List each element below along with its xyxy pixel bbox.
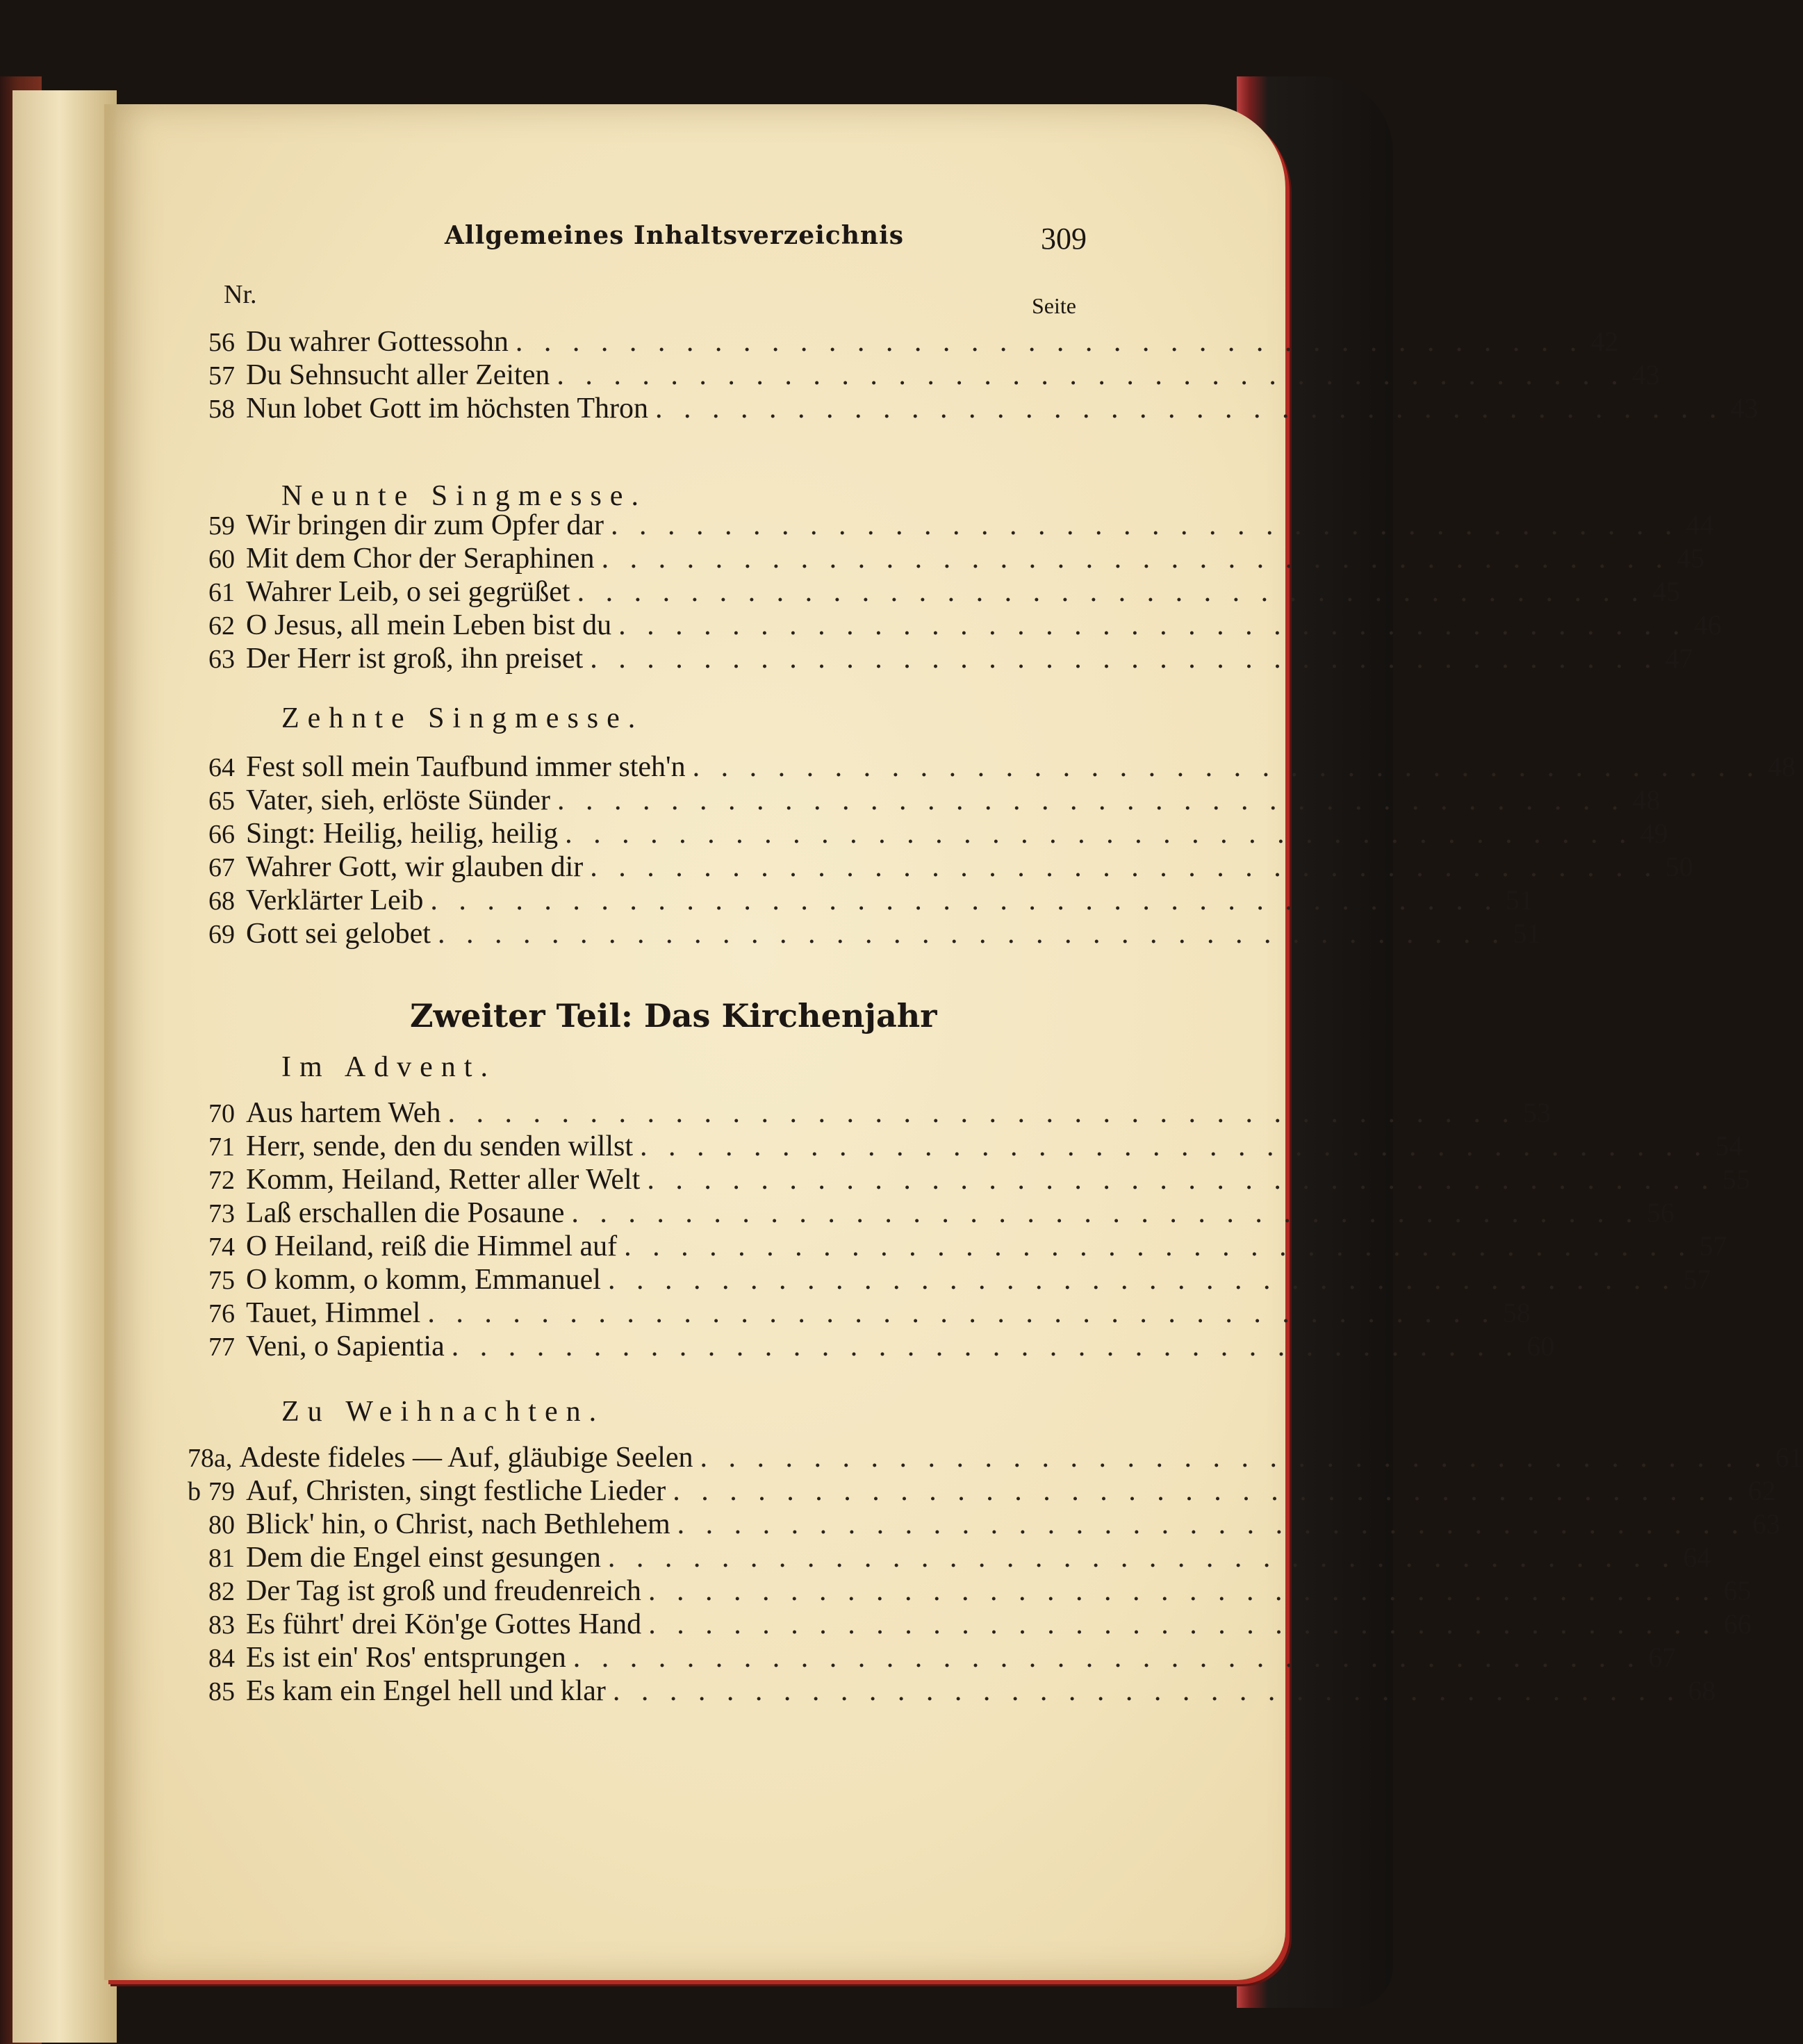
dot-leader: . . . . . . . . . . . . . . . . . . . . . . . . . . . . . . . . . . . . . . [673, 1475, 1741, 1507]
dot-leader: . . . . . . . . . . . . . . . . . . . . . . . . . . . . . . . . . . . . . . [648, 1608, 1717, 1640]
running-title: Allgemeines Inhaltsverzeichnis [445, 221, 905, 250]
entry-title: Adeste fideles — Auf, gläubige Seelen [239, 1442, 693, 1474]
entry-page: 51 [1513, 918, 1541, 949]
entry-page: 50 [1665, 851, 1693, 882]
entry-number: 76 [208, 1299, 235, 1328]
toc-entry [208, 509, 1714, 542]
entry-title: Es führt' drei Kön'ge Gottes Hand [246, 1608, 642, 1640]
dot-leader: . . . . . . . . . . . . . . . . . . . . . . . . . . . . . . . . . . . . . . [590, 643, 1658, 675]
section-heading: Neunte Singmesse. [281, 480, 647, 512]
entry-title: Wahrer Leib, o sei gegrüßet [246, 576, 570, 608]
dot-leader: . . . . . . . . . . . . . . . . . . . . . . . . . . . . . . . . . . . . . . [607, 1542, 1677, 1574]
entry-number: 81 [208, 1544, 235, 1573]
dot-leader: . . . . . . . . . . . . . . . . . . . . . . . . . . . . . . . . . . . . . . [607, 1264, 1677, 1296]
entry-title: Laß erschallen die Posaune [246, 1197, 565, 1229]
toc-entry [208, 1263, 1711, 1296]
toc-entry [208, 784, 1661, 817]
entry-number: 70 [208, 1099, 235, 1128]
entry-title: O Jesus, all mein Leben bist du [246, 609, 612, 641]
entry-number: 65 [208, 786, 235, 816]
entry-title: Du Sehnsucht aller Zeiten [246, 359, 550, 391]
entry-page: 47 [1665, 643, 1693, 674]
entry-number: 72 [208, 1166, 235, 1195]
toc-entry [208, 884, 1533, 917]
toc-entry [208, 1574, 1752, 1608]
entry-number: 69 [208, 920, 235, 949]
entry-page: 42 [1590, 326, 1619, 357]
entry-title: Herr, sende, den du senden willst [246, 1130, 634, 1162]
toc-entry [208, 850, 1693, 884]
entry-number: 57 [208, 361, 235, 390]
entry-page: 48 [1768, 751, 1796, 782]
entry-number: 56 [208, 328, 235, 357]
toc-entry [208, 542, 1705, 575]
entry-number: 71 [208, 1132, 235, 1162]
entry-title: Aus hartem Weh [246, 1097, 441, 1129]
entry-page: 57 [1699, 1230, 1727, 1262]
entry-title: Mit dem Chor der Seraphinen [246, 543, 595, 575]
dot-leader: . . . . . . . . . . . . . . . . . . . . . . . . . . . . . . . . . . . . . . [590, 851, 1658, 883]
entry-page: 45 [1652, 576, 1681, 607]
toc-entry [208, 358, 1660, 392]
entry-page: 66 [1723, 1608, 1752, 1640]
column-label-seite: Seite [1032, 293, 1076, 318]
entry-title: Verklärter Leib [246, 884, 424, 916]
entry-number: 68 [208, 887, 235, 916]
toc-entry [208, 1163, 1750, 1196]
toc-entry [208, 1096, 1551, 1130]
entry-page: 43 [1730, 393, 1759, 424]
entry-page: 58 [1502, 1297, 1531, 1328]
entry-number: 62 [208, 611, 235, 641]
entry-page: 55 [1722, 1164, 1750, 1195]
entry-page: 62 [1747, 1475, 1776, 1506]
dot-leader: . . . . . . . . . . . . . . . . . . . . . . . . . . . . . . . . . . . . . . [557, 784, 1626, 816]
toc-entry [208, 392, 1759, 425]
toc-entry [208, 1641, 1677, 1674]
toc-entry [208, 817, 1668, 850]
toc-entry [208, 1674, 1716, 1708]
entry-title: O komm, o komm, Emmanuel [246, 1264, 601, 1296]
entry-number: 85 [208, 1677, 235, 1706]
dot-leader: . . . . . . . . . . . . . . . . . . . . . . . . . . . . . . . . . . . . . . [573, 1642, 1642, 1674]
toc-entry [208, 1330, 1555, 1363]
entry-title: Nun lobet Gott im höchsten Thron [246, 393, 648, 425]
entry-number: 74 [208, 1233, 235, 1262]
entry-title: Es kam ein Engel hell und klar [246, 1675, 606, 1707]
toc-entry [208, 609, 1722, 642]
entry-title: Der Herr ist groß, ihn preiset [246, 643, 584, 675]
entry-number: 67 [208, 853, 235, 882]
entry-title: Gott sei gelobet [246, 918, 431, 950]
dot-leader: . . . . . . . . . . . . . . . . . . . . . . . . . . . . . . . . . . . . . . [618, 609, 1687, 641]
entry-number: 58 [208, 395, 235, 424]
toc-entry [208, 1196, 1674, 1230]
entry-page: 63 [1752, 1508, 1781, 1540]
entry-title: Tauet, Himmel [246, 1297, 421, 1329]
toc-entry [208, 325, 1619, 358]
entry-number: 78a, b [188, 1444, 233, 1506]
dot-leader: . . . . . . . . . . . . . . . . . . . . . . . . . . . . . . . . . . . . . . [557, 359, 1625, 391]
dot-leader: . . . . . . . . . . . . . . . . . . . . . . . . . . . . . . . . . . . . . . [655, 393, 1724, 425]
entry-number: 59 [208, 511, 235, 541]
entry-page: 45 [1677, 543, 1705, 574]
section-heading: Zehnte Singmesse. [281, 702, 644, 734]
entry-page: 53 [1522, 1097, 1551, 1128]
dot-leader: . . . . . . . . . . . . . . . . . . . . . . . . . . . . . . . . . . . . . . [437, 918, 1506, 950]
entry-title: Komm, Heiland, Retter aller Welt [246, 1164, 641, 1196]
entry-page: 68 [1688, 1675, 1716, 1706]
toc-entry [208, 917, 1541, 950]
entry-page: 54 [1715, 1130, 1743, 1162]
entry-title: Auf, Christen, singt festliche Lieder [246, 1475, 666, 1507]
column-label-nr: Nr. [224, 280, 257, 309]
dot-leader: . . . . . . . . . . . . . . . . . . . . . . . . . . . . . . . . . . . . . . [427, 1297, 1496, 1329]
entry-page: 60 [1526, 1330, 1555, 1362]
toc-entry [208, 1608, 1752, 1641]
entry-title: Dem die Engel einst gesungen [246, 1542, 601, 1574]
entry-page: 49 [1640, 818, 1668, 849]
entry-title: Fest soll mein Taufbund immer steh'n [246, 751, 686, 783]
entry-title: Singt: Heilig, heilig, heilig [246, 818, 559, 850]
entry-number: 83 [208, 1610, 235, 1640]
toc-entry [208, 1230, 1727, 1263]
entry-number: 79 [208, 1477, 235, 1506]
entry-page: 65 [1723, 1575, 1752, 1606]
toc-entry [208, 1296, 1531, 1330]
dot-leader: . . . . . . . . . . . . . . . . . . . . . . . . . . . . . . . . . . . . . . [612, 1675, 1681, 1707]
dot-leader: . . . . . . . . . . . . . . . . . . . . . . . . . . . . . . . . . . . . . . [648, 1575, 1717, 1607]
section-heading: Zu Weihnachten. [281, 1396, 605, 1428]
toc-entry [208, 1508, 1781, 1541]
dot-leader: . . . . . . . . . . . . . . . . . . . . . . . . . . . . . . . . . . . . . . [571, 1197, 1640, 1229]
dot-leader: . . . . . . . . . . . . . . . . . . . . . . . . . . . . . . . . . . . . . . [647, 1164, 1715, 1196]
entry-number: 77 [208, 1333, 235, 1362]
entry-page: 46 [1693, 609, 1722, 641]
entry-title: Blick' hin, o Christ, nach Bethlehem [246, 1508, 670, 1540]
toc-entry [208, 1474, 1776, 1508]
entry-number: 60 [208, 545, 235, 574]
part-heading: Zweiter Teil: Das Kirchenjahr [410, 997, 937, 1035]
entry-title: O Heiland, reiß die Himmel auf [246, 1230, 618, 1262]
entry-page: 44 [1686, 509, 1714, 541]
entry-title: Wir bringen dir zum Opfer dar [246, 509, 604, 541]
page-number: 309 [1041, 222, 1087, 256]
dot-leader: . . . . . . . . . . . . . . . . . . . . . . . . . . . . . . . . . . . . . . [565, 818, 1633, 850]
entry-page: 43 [1631, 359, 1660, 390]
entry-page: 48 [1632, 784, 1661, 816]
toc-entry [208, 1130, 1743, 1163]
dot-leader: . . . . . . . . . . . . . . . . . . . . . . . . . . . . . . . . . . . . . . [430, 884, 1499, 916]
entry-page: 67 [1648, 1642, 1677, 1673]
entry-number: 73 [208, 1199, 235, 1228]
dot-leader: . . . . . . . . . . . . . . . . . . . . . . . . . . . . . . . . . . . . . . [601, 543, 1670, 575]
dot-leader: . . . . . . . . . . . . . . . . . . . . . . . . . . . . . . . . . . . . . . [577, 576, 1646, 608]
entry-title: Du wahrer Gottessohn [246, 326, 509, 358]
dot-leader: . . . . . . . . . . . . . . . . . . . . . . . . . . . . . . . . . . . . . . [515, 326, 1584, 358]
entry-page: 64 [1683, 1542, 1711, 1573]
toc-entry [208, 642, 1693, 675]
dot-leader: . . . . . . . . . . . . . . . . . . . . . . . . . . . . . . . . . . . . . . [610, 509, 1679, 541]
entry-number: 82 [208, 1577, 235, 1606]
entry-number: 80 [208, 1510, 235, 1540]
dot-leader: . . . . . . . . . . . . . . . . . . . . . . . . . . . . . . . . . . . . . . [677, 1508, 1746, 1540]
entry-page: 56 [1646, 1197, 1674, 1228]
toc-entry [208, 1541, 1711, 1574]
dot-leader: . . . . . . . . . . . . . . . . . . . . . . . . . . . . . . . . . . . . . . [700, 1442, 1769, 1474]
entry-page: 57 [1683, 1264, 1711, 1295]
entry-title: Wahrer Gott, wir glauben dir [246, 851, 584, 883]
entry-page: 61 [1775, 1442, 1803, 1473]
entry-number: 63 [208, 645, 235, 674]
entry-number: 64 [208, 753, 235, 782]
toc-entry [208, 750, 1796, 784]
entry-number: 61 [208, 578, 235, 607]
dot-leader: . . . . . . . . . . . . . . . . . . . . . . . . . . . . . . . . . . . . . . [624, 1230, 1693, 1262]
section-heading: Im Advent. [281, 1051, 496, 1083]
toc-entry [208, 575, 1681, 609]
entry-number: 84 [208, 1644, 235, 1673]
dot-leader: . . . . . . . . . . . . . . . . . . . . . . . . . . . . . . . . . . . . . . [640, 1130, 1709, 1162]
entry-title: Es ist ein' Ros' entsprungen [246, 1642, 566, 1674]
entry-page: 51 [1505, 884, 1533, 916]
entry-title: Der Tag ist groß und freudenreich [246, 1575, 641, 1607]
dot-leader: . . . . . . . . . . . . . . . . . . . . . . . . . . . . . . . . . . . . . . [447, 1097, 1516, 1129]
entry-number: 66 [208, 820, 235, 849]
entry-title: Vater, sieh, erlöste Sünder [246, 784, 551, 816]
dot-leader: . . . . . . . . . . . . . . . . . . . . . . . . . . . . . . . . . . . . . . [692, 751, 1761, 783]
entry-title: Veni, o Sapientia [246, 1330, 445, 1362]
entry-number: 75 [208, 1266, 235, 1295]
dot-leader: . . . . . . . . . . . . . . . . . . . . . . . . . . . . . . . . . . . . . . [451, 1330, 1520, 1362]
